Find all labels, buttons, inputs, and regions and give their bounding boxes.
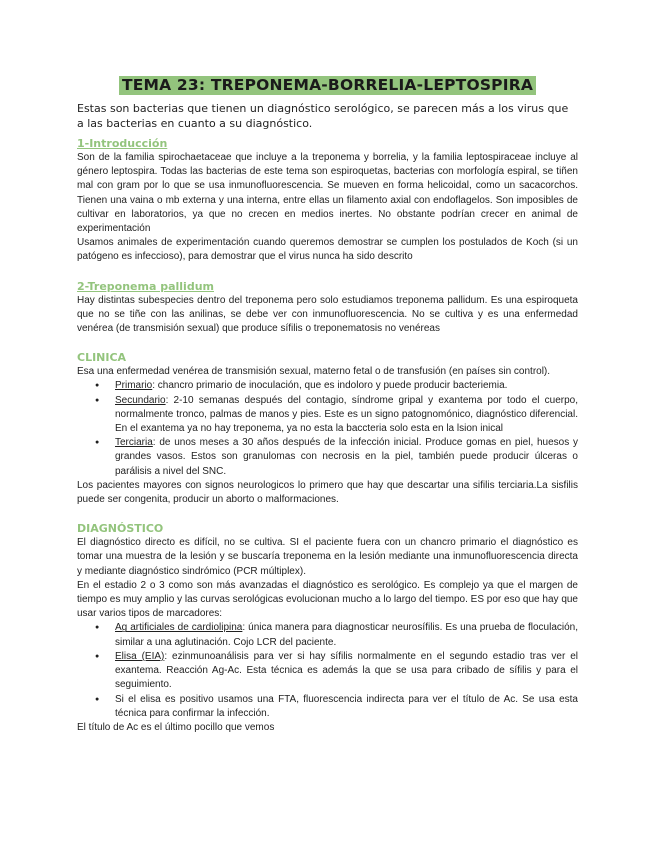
intro-paragraph: Estas son bacterias que tienen un diagnóstico serológico, se parecen más a los virus que a las bacterias en cuanto a su diagnóstico. [77, 102, 569, 130]
list-item-term: Secundario [115, 394, 166, 406]
list-item [115, 621, 578, 649]
section-heading-treponema[interactable]: 2-Treponema pallidum [77, 279, 214, 293]
list-item-term: Ag artificiales de cardiolipina [115, 622, 243, 634]
section-heading-clinica: CLINICA [77, 351, 127, 365]
clinica-paragraph-2: Los pacientes mayores con signos neurologicos lo primero que hay que descartar una sifilis terciaria.La sisfilis puede ser congenita, producir un aborto o malformaciones. [77, 479, 578, 506]
treponema-paragraph: Hay distintas subespecies dentro del treponema pero solo estudiamos treponema pallidum. Es una espiroqueta que no se tiñe con las anilinas, se debe ver con inmunofluorescencia. No se cultiva y es una enfermedad venérea (de transmisión sexual) que produce sífilis o treponematosis no venéreas [77, 294, 578, 335]
introduccion-paragraph-2: Usamos animales de experimentación cuando queremos demostrar se cumplen los postulados de Koch (si un patógeno es infeccioso), para demostrar que el virus nunca ha sido descrito [77, 237, 578, 263]
list-item-term: Primario [115, 380, 153, 392]
title-wrap [77, 76, 578, 95]
introduccion-paragraph-1: Son de la familia spirochaetaceae que incluye a la treponema y borrelia, y la familia leptospiraceae incluye al género leptospira. Todas las bacterias de este tema son espiroquetas, bacterias con morfología espiral, se tiñen mal con gram por lo que se usa inmunofluorescencia. Se mueven en forma helicoidal, como un sacacorchos. Tienen una vaina o mb externa y una interna, entre ellas un filamento axial con endoflagelos. Son imposibles de cultivar en laboratorios, ya que no crecen en medios inertes. No obstante podrían crecer en animal de experimentación [77, 152, 578, 235]
diagnostico-paragraph-2: En el estadio 2 o 3 como son más avanzadas el diagnóstico es serológico. Es complejo ya que el margen de tiempo es muy amplio y las curvas serológicas evolucionan mucho a lo largo del tiempo. ES por eso que hay que usar varios tipos de marcadores: [77, 579, 578, 620]
section-heading-introduccion[interactable]: 1-Introducción [77, 137, 168, 150]
list-item-text: : única manera para diagnosticar neurosífilis. Es una prueba de floculación, similar a una aglutinación. Cojo LCR del paciente. [115, 622, 579, 648]
diagnostico-paragraph-1: El diagnóstico directo es difícil, no se cultiva. SI el paciente fuera con un chancro primario el diagnóstico es tomar una muestra de la lesión y se buscaría treponema en la lesión mediante una inmunofluorescencia directa y mediante diagnóstico sindrómico (PCR múltiplex). [77, 537, 578, 577]
clinica-list [77, 379, 578, 478]
clinica-paragraph-1: Esa una enfermedad venérea de transmisión sexual, materno fetal o de transfusión (en países sin control). [77, 366, 551, 378]
section-heading-diagnostico: DIAGNÓSTICO [77, 522, 164, 536]
list-item-text: Si el elisa es positivo usamos una FTA, fluorescencia indirecta para ver el título de Ac. Se usa esta técnica para confirmar la infección. [115, 693, 578, 719]
list-item-text: : 2-10 semanas después del contagio, síndrome gripal y exantema por todo el cuerpo, normalmente tronco, palmas de manos y pies. Este es un signo patognomónico, diagnóstico diferencial. En el exantema ya no hay treponema, ya no esta la baccteria solo esta en la lsion inical [115, 394, 578, 435]
list-item [115, 394, 578, 437]
list-item-text: : chancro primario de inoculación, que es indoloro y puede producir bacteriemia. [152, 380, 508, 392]
page-title: TEMA 23: TREPONEMA-BORRELIA-LEPTOSPIRA [119, 76, 536, 95]
list-item-text: : de unos meses a 30 años después de la infección inicial. Produce gomas en piel, huesos y grandes vasos. Estos son granulomas con necrosis en la piel, también puede producir úlceras o parálisis a nivel del SNC. [115, 437, 578, 477]
list-item [115, 650, 578, 693]
list-item-term: Terciaria [115, 437, 153, 449]
list-item [115, 693, 578, 721]
diagnostico-paragraph-3: El título de Ac es el último pocillo que vemos [77, 721, 275, 733]
list-item-term: Elisa (EIA) [115, 650, 165, 662]
list-item [115, 436, 578, 479]
diagnostico-list [77, 621, 578, 720]
list-item [115, 379, 578, 393]
list-item-text: : ezinmunoanálisis para ver si hay sífilis normalmente en el segundo estadio tras ver el exantema. Reacción Ag-Ac. Esta técnica es además la que se usa para cribado de sífilis y para el seguimiento. [115, 650, 578, 691]
